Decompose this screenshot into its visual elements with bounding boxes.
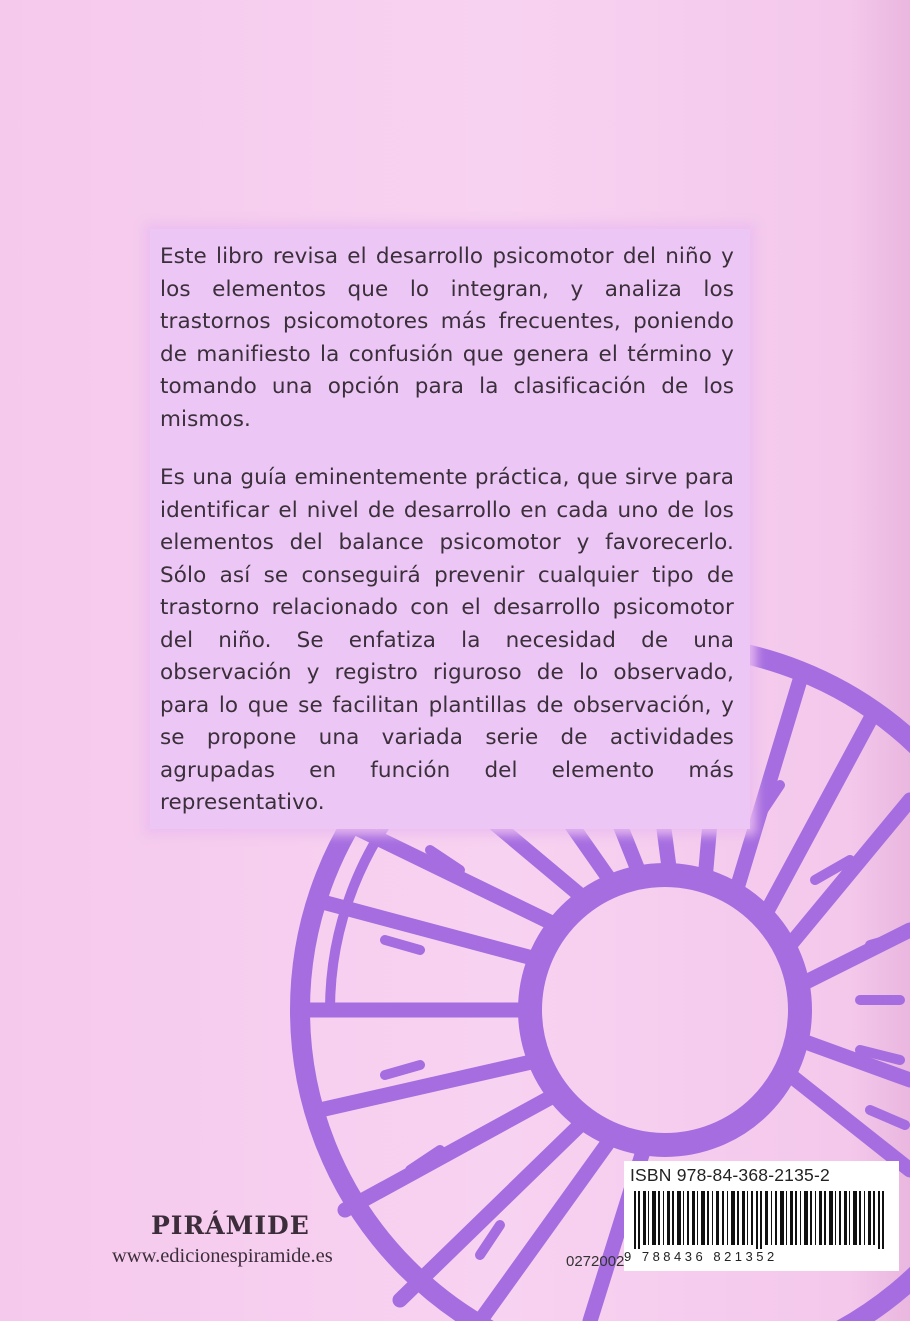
blurb-paragraph-2: Es una guía eminentemente práctica, que sirve para identificar el nivel de desarrollo en cada uno de los elementos del balance psicomotor y favorecerlo. Sólo así se conseguirá prevenir cualquier tipo de trastorno relacionado con el desarrollo psicomotor del niño. Se enfatiza la necesidad de una observación y registro riguroso de lo observado, para lo que se facilitan plantillas de observación, y se propone una variada serie de actividades agrupadas en función del elemento más representativo. [160,465,734,815]
publisher-website: www.edicionespiramide.es [112,1245,333,1267]
isbn-label: ISBN 978-84-368-2135-2 [630,1165,830,1185]
isbn-barcode-block [624,1161,899,1271]
barcode-digits: 9 788436 821352 [624,1249,778,1264]
barcode-icon [634,1191,894,1249]
blurb-box [150,229,750,829]
blurb-paragraph-1: Este libro revisa el desarrollo psicomotor del niño y los elementos que lo integran, y analiza los trastornos psicomotores más frecuentes, poniendo de manifiesto la confusión que genera el término y tomando una opción para la clasificación de los mismos. [160,244,734,432]
product-code: 0272002 [566,1253,625,1270]
publisher-name: PIRÁMIDE [151,1211,310,1240]
